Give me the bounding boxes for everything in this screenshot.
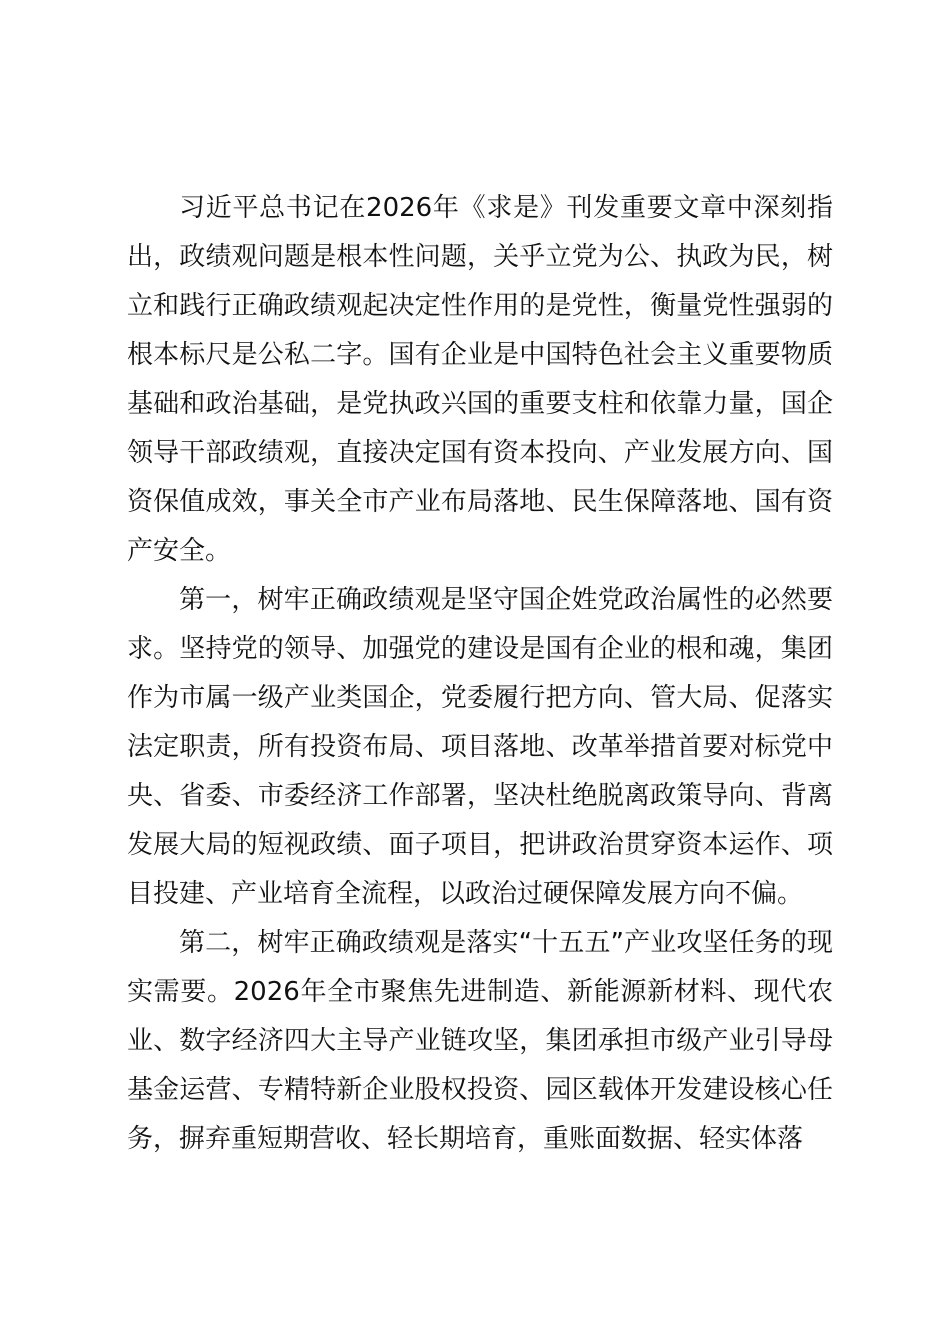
document-body	[127, 184, 833, 1164]
paragraph-first-point: 第一，树牢正确政绩观是坚守国企姓党政治属性的必然要求。坚持党的领导、加强党的建设是国有企业的根和魂，集团作为市属一级产业类国企，党委履行把方向、管大局、促落实法定职责，所有投资布局、项目落地、改革举措首要对标党中央、省委、市委经济工作部署，坚决杜绝脱离政策导向、背离发展大局的短视政绩、面子项目，把讲政治贯穿资本运作、项目投建、产业培育全流程，以政治过硬保障发展方向不偏。	[127, 585, 833, 909]
paragraph-intro: 习近平总书记在2026年《求是》刊发重要文章中深刻指出，政绩观问题是根本性问题，关乎立党为公、执政为民，树立和践行正确政绩观起决定性作用的是党性，衡量党性强弱的根本标尺是公私二字。国有企业是中国特色社会主义重要物质基础和政治基础，是党执政兴国的重要支柱和依靠力量，国企领导干部政绩观，直接决定国有资本投向、产业发展方向、国资保值成效，事关全市产业布局落地、民生保障落地、国有资产安全。	[127, 193, 833, 566]
paragraph-second-point: 第二，树牢正确政绩观是落实“十五五”产业攻坚任务的现实需要。2026年全市聚焦先进制造、新能源新材料、现代农业、数字经济四大主导产业链攻坚，集团承担市级产业引导母基金运营、专精特新企业股权投资、园区载体开发建设核心任务，摒弃重短期营收、轻长期培育，重账面数据、轻实体落	[127, 928, 833, 1154]
